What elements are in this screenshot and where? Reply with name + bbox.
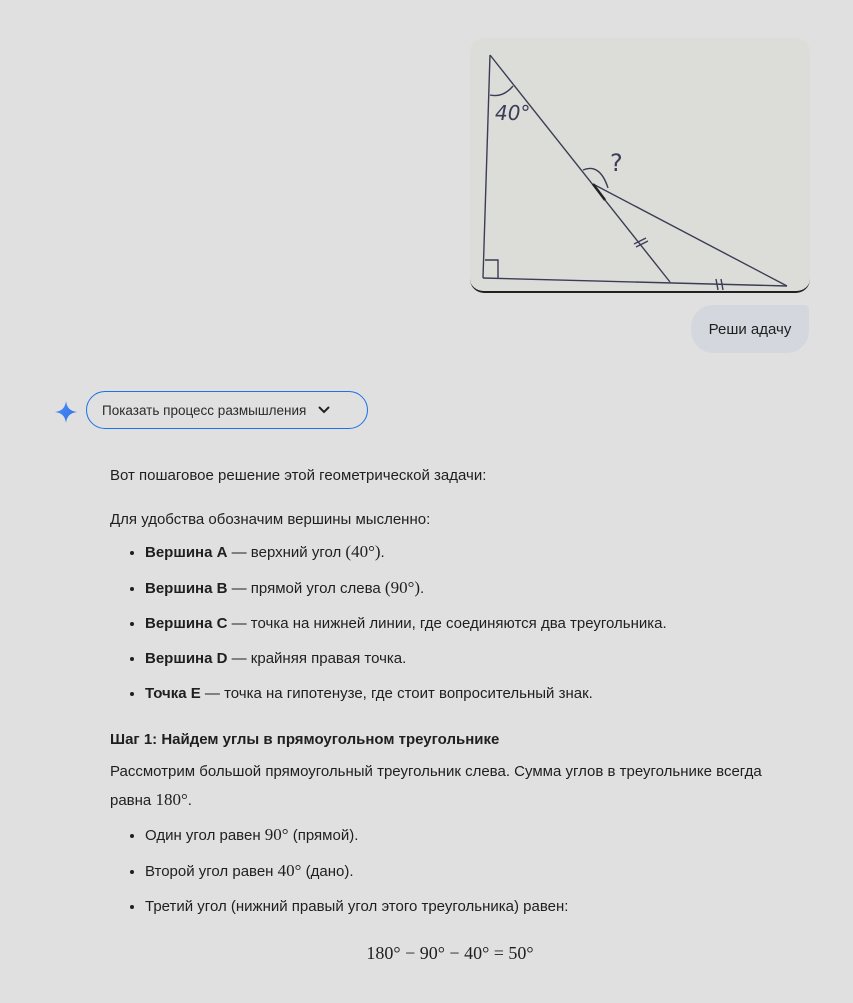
attached-image[interactable] [470,38,810,293]
vertex-list [110,538,790,708]
model-response [110,462,790,967]
list-item: • Точка E — точка на гипотенузе, где стоит вопросительный знак. [145,680,790,708]
step1-text: Рассмотрим большой прямоугольный треугольник слева. Сумма углов в треугольнике всегда равна 180°. [110,763,762,809]
angle-label: 40° [495,101,531,125]
show-thinking-button[interactable] [86,391,368,429]
naming-intro: Для удобства обозначим вершины мысленно: [110,511,431,528]
list-item: • Второй угол равен 40° (дано). [145,857,790,886]
triangle-diagram [470,38,810,293]
list-item: • Вершина A — верхний угол (40°). [145,538,790,567]
user-message-text: Реши адачу [708,320,792,338]
list-item: • Вершина D — крайняя правая точка. [145,645,790,673]
step1-list [110,821,790,921]
step1-heading: Шаг 1: Найдем углы в прямоугольном треугольнике [110,731,500,748]
user-message [691,305,809,353]
list-item: • Вершина C — точка на нижней линии, где соединяются два треугольника. [145,610,790,638]
list-item: • Третий угол (нижний правый угол этого треугольника) равен: [145,893,790,921]
intro-text: Вот пошаговое решение этой геометрической задачи: [110,467,487,484]
list-item: • Вершина B — прямой угол слева (90°). [145,574,790,603]
question-mark-label: ? [610,149,623,177]
show-thinking-label: Показать процесс размышления [102,402,307,418]
chevron-down-icon [318,403,330,417]
gemini-sparkle-icon [54,400,78,424]
list-item: • Один угол равен 90° (прямой). [145,821,790,850]
angle-formula: 180° − 90° − 40° = 50° [366,943,534,963]
